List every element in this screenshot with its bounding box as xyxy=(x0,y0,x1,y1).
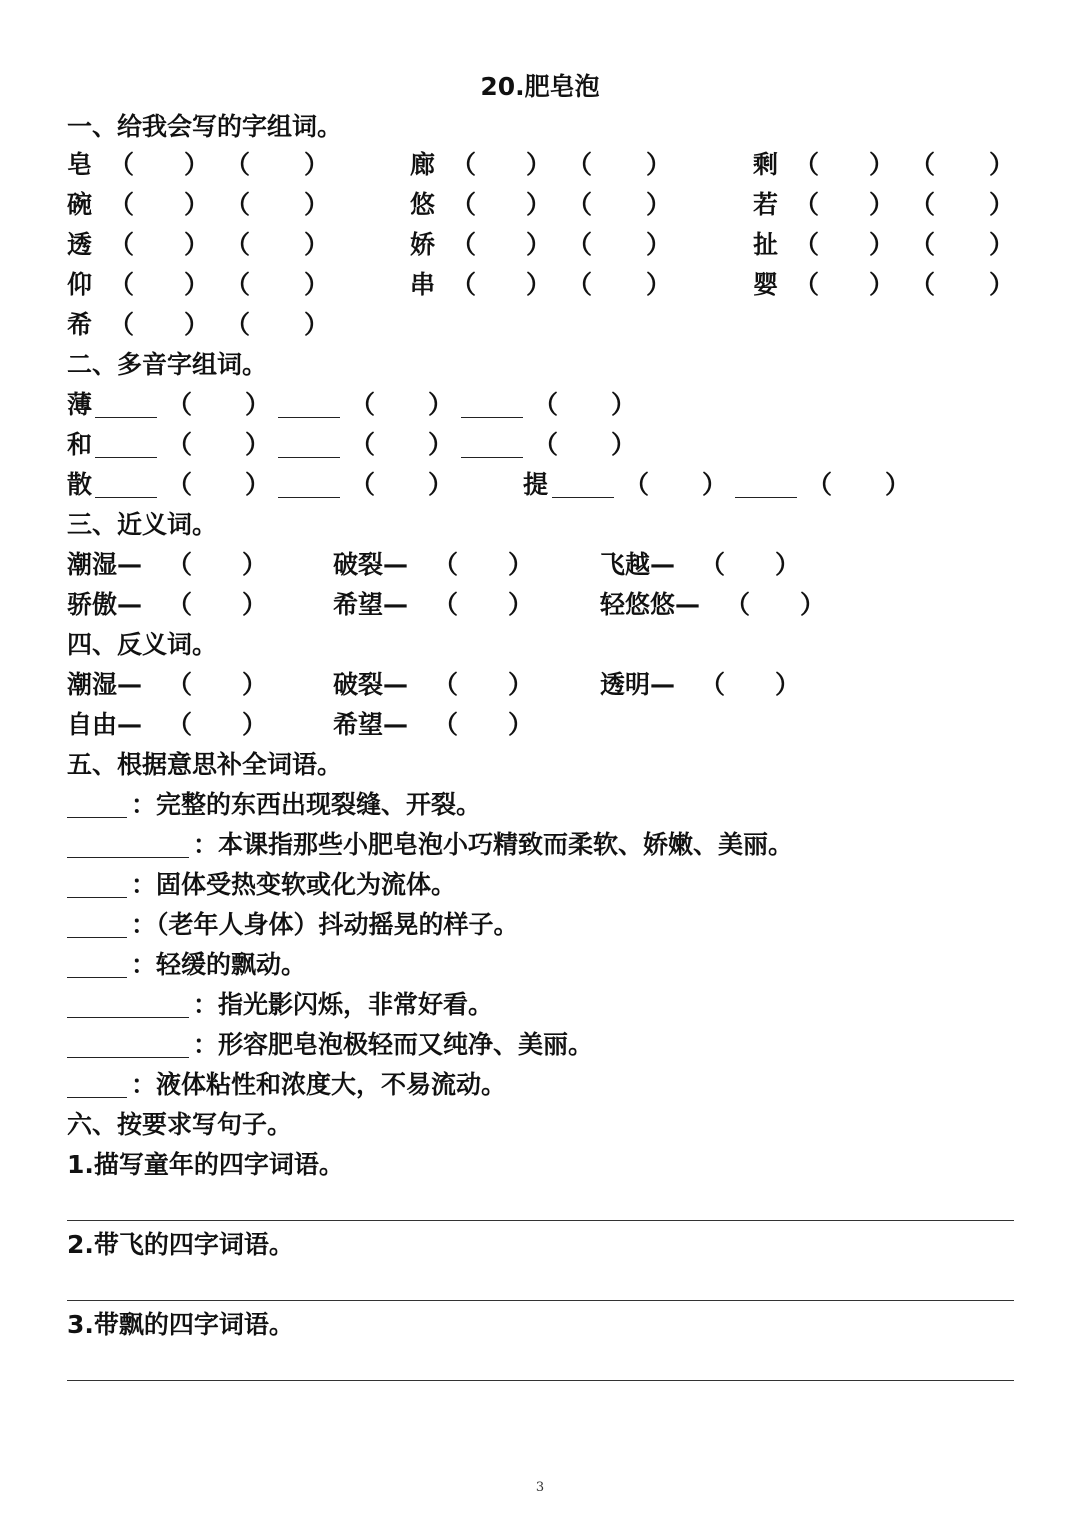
paren-open: （ xyxy=(433,670,459,699)
page-number: 3 xyxy=(535,1480,545,1495)
fill-blank[interactable] xyxy=(461,457,523,458)
paren-open: （ xyxy=(700,550,726,579)
s1-row-4 xyxy=(67,265,1027,305)
paren-open: （ xyxy=(109,190,135,219)
paren-open: （ xyxy=(567,270,593,299)
paren-open: （ xyxy=(624,470,650,499)
paren-open: （ xyxy=(533,430,559,459)
paren-open: （ xyxy=(910,150,936,179)
paren-open: （ xyxy=(225,310,251,339)
paren-close: ） xyxy=(304,150,330,179)
paren-open: （ xyxy=(225,230,251,259)
paren-close: ） xyxy=(184,230,210,259)
paren-close: ） xyxy=(508,550,534,579)
paren-open: （ xyxy=(433,590,459,619)
paren-open: （ xyxy=(807,470,833,499)
definition-text: ：指光影闪烁，非常好看。 xyxy=(193,990,494,1019)
paren-close: ） xyxy=(242,670,268,699)
paren-open: （ xyxy=(725,590,751,619)
synonym-word: 轻悠悠— xyxy=(600,590,701,619)
synonym-word: 破裂— xyxy=(333,550,409,579)
paren-open: （ xyxy=(910,270,936,299)
paren-close: ） xyxy=(526,150,552,179)
fill-blank[interactable] xyxy=(67,897,127,898)
paren-open: （ xyxy=(794,190,820,219)
paren-open: （ xyxy=(533,390,559,419)
paren-close: ） xyxy=(508,670,534,699)
s2-char: 和 xyxy=(67,430,93,459)
paren-close: ） xyxy=(184,270,210,299)
paren-close: ） xyxy=(184,310,210,339)
paren-close: ） xyxy=(242,550,268,579)
paren-open: （ xyxy=(167,590,193,619)
paren-open: （ xyxy=(794,150,820,179)
paren-open: （ xyxy=(794,270,820,299)
synonym-word: 骄傲— xyxy=(67,590,143,619)
fill-blank[interactable] xyxy=(67,977,127,978)
paren-open: （ xyxy=(109,270,135,299)
paren-open: （ xyxy=(167,550,193,579)
paren-close: ） xyxy=(242,590,268,619)
paren-close: ） xyxy=(526,270,552,299)
paren-open: （ xyxy=(451,270,477,299)
paren-open: （ xyxy=(433,550,459,579)
paren-close: ） xyxy=(245,430,271,459)
paren-close: ） xyxy=(245,470,271,499)
fill-blank[interactable] xyxy=(67,857,189,858)
fill-blank[interactable] xyxy=(67,1057,189,1058)
paren-close: ） xyxy=(526,190,552,219)
fill-blank[interactable] xyxy=(278,417,340,418)
paren-open: （ xyxy=(109,310,135,339)
synonym-word: 飞越— xyxy=(600,550,676,579)
paren-close: ） xyxy=(775,550,801,579)
answer-line[interactable] xyxy=(67,1300,1014,1301)
s1-char: 悠 xyxy=(410,190,436,219)
s1-char: 皂 xyxy=(67,150,93,179)
s5-def-row xyxy=(67,785,967,825)
fill-blank[interactable] xyxy=(552,497,614,498)
paren-open: （ xyxy=(350,430,376,459)
s3-row-1 xyxy=(67,545,847,585)
paren-open: （ xyxy=(451,150,477,179)
page-title: 20.肥皂泡 xyxy=(480,72,600,101)
paren-open: （ xyxy=(167,390,193,419)
paren-open: （ xyxy=(700,670,726,699)
paren-open: （ xyxy=(109,230,135,259)
paren-close: ） xyxy=(611,430,637,459)
s2-char: 薄 xyxy=(67,390,93,419)
paren-close: ） xyxy=(775,670,801,699)
paren-open: （ xyxy=(225,190,251,219)
paren-close: ） xyxy=(989,190,1015,219)
paren-open: （ xyxy=(451,190,477,219)
s1-char: 廊 xyxy=(410,150,436,179)
s1-char: 仰 xyxy=(67,270,93,299)
fill-blank[interactable] xyxy=(278,457,340,458)
fill-blank[interactable] xyxy=(95,417,157,418)
s5-def-row xyxy=(67,1065,967,1105)
definition-text: ：本课指那些小肥皂泡小巧精致而柔软、娇嫩、美丽。 xyxy=(193,830,794,859)
paren-close: ） xyxy=(526,230,552,259)
paren-close: ） xyxy=(508,710,534,739)
s5-def-row xyxy=(67,945,967,985)
definition-text: ：轻缓的飘动。 xyxy=(131,950,307,979)
paren-open: （ xyxy=(794,230,820,259)
antonym-word: 透明— xyxy=(600,670,676,699)
synonym-word: 希望— xyxy=(333,590,409,619)
paren-open: （ xyxy=(109,150,135,179)
paren-close: ） xyxy=(428,430,454,459)
s1-char: 若 xyxy=(753,190,779,219)
fill-blank[interactable] xyxy=(67,817,127,818)
antonym-word: 希望— xyxy=(333,710,409,739)
paren-open: （ xyxy=(167,430,193,459)
s4-row-1 xyxy=(67,665,847,705)
s1-char: 剩 xyxy=(753,150,779,179)
s4-row-2 xyxy=(67,705,567,745)
section-6-heading: 六、按要求写句子。 xyxy=(67,1110,293,1139)
paren-close: ） xyxy=(304,190,330,219)
paren-close: ） xyxy=(428,390,454,419)
paren-open: （ xyxy=(167,470,193,499)
paren-close: ） xyxy=(989,270,1015,299)
s3-row-2 xyxy=(67,585,867,625)
fill-blank[interactable] xyxy=(67,937,127,938)
s2-char: 提 xyxy=(523,470,549,499)
section-1-heading: 一、给我会写的字组词。 xyxy=(67,112,343,141)
paren-open: （ xyxy=(910,230,936,259)
paren-close: ） xyxy=(646,150,672,179)
paren-close: ） xyxy=(646,230,672,259)
paren-close: ） xyxy=(869,270,895,299)
s1-row-5 xyxy=(67,305,367,345)
paren-open: （ xyxy=(225,270,251,299)
paren-open: （ xyxy=(567,190,593,219)
paren-open: （ xyxy=(167,670,193,699)
paren-open: （ xyxy=(910,190,936,219)
antonym-word: 破裂— xyxy=(333,670,409,699)
paren-open: （ xyxy=(350,390,376,419)
synonym-word: 潮湿— xyxy=(67,550,143,579)
fill-blank[interactable] xyxy=(278,497,340,498)
s5-def-row xyxy=(67,1025,967,1065)
antonym-word: 自由— xyxy=(67,710,143,739)
paren-close: ） xyxy=(869,230,895,259)
section-4-heading: 四、反义词。 xyxy=(67,630,218,659)
s1-char: 婴 xyxy=(753,270,779,299)
paren-close: ） xyxy=(800,590,826,619)
paren-close: ） xyxy=(611,390,637,419)
paren-close: ） xyxy=(646,190,672,219)
paren-close: ） xyxy=(885,470,911,499)
s1-row-3 xyxy=(67,225,1027,265)
s5-def-row xyxy=(67,825,967,865)
fill-blank[interactable] xyxy=(67,1097,127,1098)
section-5-heading: 五、根据意思补全词语。 xyxy=(67,750,343,779)
s6-item: 1.描写童年的四字词语。 xyxy=(67,1150,344,1179)
s1-char: 希 xyxy=(67,310,93,339)
paren-open: （ xyxy=(167,710,193,739)
s2-row-3 xyxy=(67,465,947,505)
s2-char: 散 xyxy=(67,470,93,499)
answer-line[interactable] xyxy=(67,1380,1014,1381)
paren-open: （ xyxy=(225,150,251,179)
paren-close: ） xyxy=(245,390,271,419)
paren-close: ） xyxy=(428,470,454,499)
antonym-word: 潮湿— xyxy=(67,670,143,699)
s2-row-1 xyxy=(67,385,667,425)
s1-row-1 xyxy=(67,145,1027,185)
answer-line[interactable] xyxy=(67,1220,1014,1221)
section-2-heading: 二、多音字组词。 xyxy=(67,350,268,379)
definition-text: ：完整的东西出现裂缝、开裂。 xyxy=(131,790,482,819)
paren-close: ） xyxy=(702,470,728,499)
s5-def-row xyxy=(67,985,967,1025)
paren-close: ） xyxy=(869,150,895,179)
paren-close: ） xyxy=(184,150,210,179)
s5-def-row xyxy=(67,865,967,905)
definition-text: ：形容肥皂泡极轻而又纯净、美丽。 xyxy=(193,1030,594,1059)
paren-open: （ xyxy=(433,710,459,739)
definition-text: ：固体受热变软或化为流体。 xyxy=(131,870,457,899)
s2-row-2 xyxy=(67,425,667,465)
fill-blank[interactable] xyxy=(67,1017,189,1018)
s1-char: 碗 xyxy=(67,190,93,219)
paren-close: ） xyxy=(304,270,330,299)
s6-item: 2.带飞的四字词语。 xyxy=(67,1230,294,1259)
s1-char: 串 xyxy=(410,270,436,299)
s5-def-row xyxy=(67,905,967,945)
paren-open: （ xyxy=(350,470,376,499)
paren-close: ） xyxy=(304,310,330,339)
definition-text: ：液体粘性和浓度大，不易流动。 xyxy=(131,1070,507,1099)
paren-open: （ xyxy=(567,230,593,259)
paren-close: ） xyxy=(304,230,330,259)
paren-open: （ xyxy=(451,230,477,259)
fill-blank[interactable] xyxy=(95,457,157,458)
s1-char: 透 xyxy=(67,230,93,259)
definition-text: ：（老年人身体）抖动摇晃的样子。 xyxy=(131,910,519,939)
paren-close: ） xyxy=(646,270,672,299)
paren-close: ） xyxy=(184,190,210,219)
fill-blank[interactable] xyxy=(735,497,797,498)
s6-item: 3.带飘的四字词语。 xyxy=(67,1310,294,1339)
paren-close: ） xyxy=(508,590,534,619)
fill-blank[interactable] xyxy=(461,417,523,418)
s1-char: 扯 xyxy=(753,230,779,259)
section-3-heading: 三、近义词。 xyxy=(67,510,218,539)
s1-char: 娇 xyxy=(410,230,436,259)
s1-row-2 xyxy=(67,185,1027,225)
paren-close: ） xyxy=(989,150,1015,179)
fill-blank[interactable] xyxy=(95,497,157,498)
paren-close: ） xyxy=(869,190,895,219)
paren-close: ） xyxy=(989,230,1015,259)
paren-close: ） xyxy=(242,710,268,739)
paren-open: （ xyxy=(567,150,593,179)
